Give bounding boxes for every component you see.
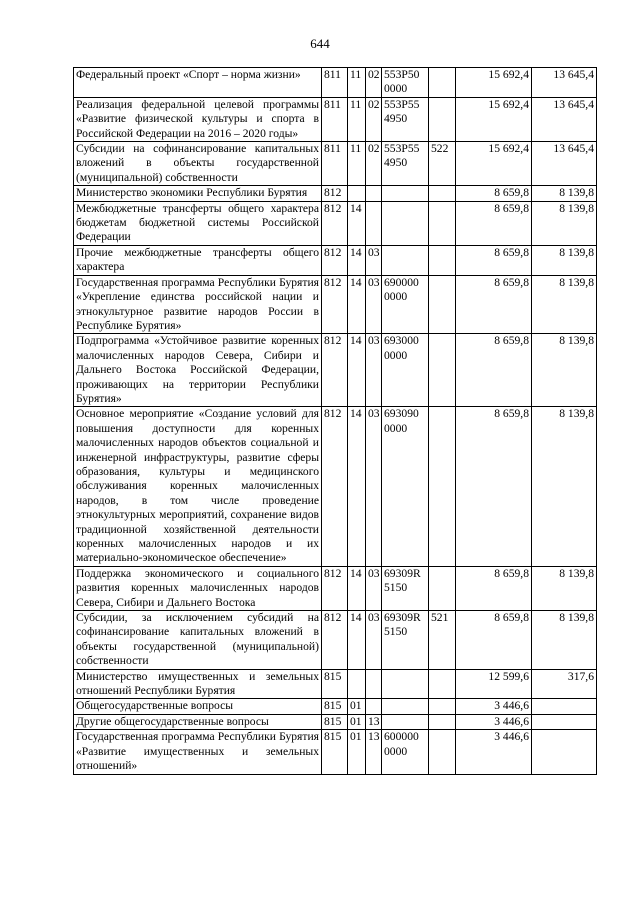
grbs-code-cell: 811 xyxy=(322,97,348,141)
subsection-code-cell: 02 xyxy=(366,68,382,98)
table-row xyxy=(74,730,597,774)
target-article-cell: 553P50 0000 xyxy=(382,68,429,98)
expense-type-cell xyxy=(429,68,456,98)
amount-year1-cell: 8 659,8 xyxy=(456,186,532,201)
expense-type-cell xyxy=(429,669,456,699)
expense-type-cell xyxy=(429,566,456,610)
amount-year1-cell: 12 599,6 xyxy=(456,669,532,699)
table-row xyxy=(74,714,597,729)
section-code-cell xyxy=(348,186,366,201)
table-row xyxy=(74,566,597,610)
expense-type-cell xyxy=(429,201,456,245)
section-code-cell: 14 xyxy=(348,245,366,275)
expense-type-cell xyxy=(429,730,456,774)
subsection-code-cell xyxy=(366,186,382,201)
amount-year2-cell: 8 139,8 xyxy=(532,334,597,407)
expense-type-cell xyxy=(429,334,456,407)
target-article-cell: 693000 0000 xyxy=(382,334,429,407)
table-row xyxy=(74,334,597,407)
row-name-cell: Основное мероприятие «Создание условий для повышения доступности для коренных малочисленных народов объектов социальной и инженерной инфраструктуры, развитие сферы образования, культуры и медицинского обслуживания коренных малочисленных народов, в том числе проведение этнокультурных мероприятий, сохранение видов традиционной хозяйственной деятельности коренных малочисленных народов и их материально-экономическое обеспечение» xyxy=(74,407,322,566)
row-name-cell: Прочие межбюджетные трансферты общего характера xyxy=(74,245,322,275)
table-row xyxy=(74,142,597,186)
amount-year1-cell: 3 446,6 xyxy=(456,714,532,729)
expense-type-cell xyxy=(429,714,456,729)
subsection-code-cell: 13 xyxy=(366,714,382,729)
section-code-cell: 01 xyxy=(348,699,366,714)
grbs-code-cell: 812 xyxy=(322,407,348,566)
subsection-code-cell: 02 xyxy=(366,97,382,141)
row-name-cell: Субсидии на софинансирование капитальных вложений в объекты государственной (муниципальной) собственности xyxy=(74,142,322,186)
subsection-code-cell: 02 xyxy=(366,142,382,186)
table-row xyxy=(74,97,597,141)
table-row xyxy=(74,611,597,670)
target-article-cell: 693090 0000 xyxy=(382,407,429,566)
amount-year2-cell: 317,6 xyxy=(532,669,597,699)
amount-year2-cell xyxy=(532,730,597,774)
expense-type-cell xyxy=(429,407,456,566)
subsection-code-cell: 03 xyxy=(366,566,382,610)
amount-year1-cell: 3 446,6 xyxy=(456,730,532,774)
table-row xyxy=(74,699,597,714)
expense-type-cell xyxy=(429,97,456,141)
amount-year2-cell: 8 139,8 xyxy=(532,566,597,610)
section-code-cell: 01 xyxy=(348,730,366,774)
amount-year1-cell: 3 446,6 xyxy=(456,699,532,714)
grbs-code-cell: 812 xyxy=(322,186,348,201)
target-article-cell: 553P55 4950 xyxy=(382,142,429,186)
section-code-cell: 14 xyxy=(348,334,366,407)
expense-type-cell xyxy=(429,699,456,714)
grbs-code-cell: 812 xyxy=(322,611,348,670)
table-row xyxy=(74,275,597,334)
subsection-code-cell: 03 xyxy=(366,334,382,407)
grbs-code-cell: 812 xyxy=(322,275,348,334)
grbs-code-cell: 815 xyxy=(322,730,348,774)
row-name-cell: Субсидии, за исключением субсидий на софинансирование капитальных вложений в объекты государственной (муниципальной) собственности xyxy=(74,611,322,670)
target-article-cell: 690000 0000 xyxy=(382,275,429,334)
target-article-cell xyxy=(382,201,429,245)
amount-year1-cell: 8 659,8 xyxy=(456,201,532,245)
table-row xyxy=(74,186,597,201)
section-code-cell: 14 xyxy=(348,407,366,566)
section-code-cell: 14 xyxy=(348,611,366,670)
row-name-cell: Реализация федеральной целевой программы «Развитие физической культуры и спорта в Российской Федерации на 2016 – 2020 годы» xyxy=(74,97,322,141)
amount-year2-cell: 13 645,4 xyxy=(532,68,597,98)
target-article-cell: 600000 0000 xyxy=(382,730,429,774)
amount-year2-cell: 13 645,4 xyxy=(532,142,597,186)
amount-year1-cell: 15 692,4 xyxy=(456,68,532,98)
amount-year1-cell: 8 659,8 xyxy=(456,245,532,275)
expense-type-cell xyxy=(429,186,456,201)
amount-year2-cell: 8 139,8 xyxy=(532,407,597,566)
subsection-code-cell: 03 xyxy=(366,407,382,566)
expense-type-cell xyxy=(429,245,456,275)
target-article-cell: 69309R 5150 xyxy=(382,611,429,670)
target-article-cell xyxy=(382,699,429,714)
grbs-code-cell: 812 xyxy=(322,201,348,245)
amount-year1-cell: 15 692,4 xyxy=(456,142,532,186)
table-row xyxy=(74,245,597,275)
subsection-code-cell xyxy=(366,669,382,699)
target-article-cell: 553P55 4950 xyxy=(382,97,429,141)
row-name-cell: Министерство имущественных и земельных отношений Республики Бурятия xyxy=(74,669,322,699)
table-row xyxy=(74,68,597,98)
amount-year1-cell: 8 659,8 xyxy=(456,275,532,334)
row-name-cell: Государственная программа Республики Бурятия «Укрепление единства российской нации и этнокультурное развитие народов России в Республике Бурятия» xyxy=(74,275,322,334)
page-number: 644 xyxy=(310,36,330,51)
table-row xyxy=(74,201,597,245)
expense-type-cell: 522 xyxy=(429,142,456,186)
amount-year1-cell: 8 659,8 xyxy=(456,566,532,610)
row-name-cell: Федеральный проект «Спорт – норма жизни» xyxy=(74,68,322,98)
section-code-cell: 11 xyxy=(348,68,366,98)
amount-year2-cell: 8 139,8 xyxy=(532,186,597,201)
amount-year1-cell: 8 659,8 xyxy=(456,611,532,670)
grbs-code-cell: 812 xyxy=(322,334,348,407)
subsection-code-cell: 03 xyxy=(366,275,382,334)
row-name-cell: Государственная программа Республики Бурятия «Развитие имущественных и земельных отношений» xyxy=(74,730,322,774)
row-name-cell: Другие общегосударственные вопросы xyxy=(74,714,322,729)
grbs-code-cell: 811 xyxy=(322,68,348,98)
amount-year2-cell: 13 645,4 xyxy=(532,97,597,141)
section-code-cell: 01 xyxy=(348,714,366,729)
subsection-code-cell: 03 xyxy=(366,245,382,275)
grbs-code-cell: 811 xyxy=(322,142,348,186)
grbs-code-cell: 815 xyxy=(322,699,348,714)
amount-year2-cell: 8 139,8 xyxy=(532,275,597,334)
target-article-cell xyxy=(382,714,429,729)
section-code-cell: 14 xyxy=(348,201,366,245)
table-row xyxy=(74,669,597,699)
target-article-cell: 69309R 5150 xyxy=(382,566,429,610)
subsection-code-cell: 03 xyxy=(366,611,382,670)
subsection-code-cell xyxy=(366,699,382,714)
expense-type-cell: 521 xyxy=(429,611,456,670)
row-name-cell: Поддержка экономического и социального развития коренных малочисленных народов Севера, Сибири и Дальнего Востока xyxy=(74,566,322,610)
grbs-code-cell: 815 xyxy=(322,669,348,699)
subsection-code-cell: 13 xyxy=(366,730,382,774)
table-row xyxy=(74,407,597,566)
row-name-cell: Министерство экономики Республики Бурятия xyxy=(74,186,322,201)
amount-year2-cell: 8 139,8 xyxy=(532,611,597,670)
grbs-code-cell: 812 xyxy=(322,566,348,610)
section-code-cell: 11 xyxy=(348,142,366,186)
section-code-cell xyxy=(348,669,366,699)
target-article-cell xyxy=(382,245,429,275)
section-code-cell: 14 xyxy=(348,275,366,334)
amount-year1-cell: 8 659,8 xyxy=(456,334,532,407)
grbs-code-cell: 812 xyxy=(322,245,348,275)
amount-year1-cell: 8 659,8 xyxy=(456,407,532,566)
amount-year2-cell: 8 139,8 xyxy=(532,245,597,275)
amount-year2-cell xyxy=(532,699,597,714)
subsection-code-cell xyxy=(366,201,382,245)
amount-year2-cell xyxy=(532,714,597,729)
expense-type-cell xyxy=(429,275,456,334)
section-code-cell: 11 xyxy=(348,97,366,141)
amount-year2-cell: 8 139,8 xyxy=(532,201,597,245)
budget-table xyxy=(73,67,597,775)
amount-year1-cell: 15 692,4 xyxy=(456,97,532,141)
row-name-cell: Межбюджетные трансферты общего характера бюджетам бюджетной системы Российской Федерации xyxy=(74,201,322,245)
row-name-cell: Подпрограмма «Устойчивое развитие коренных малочисленных народов Севера, Сибири и Дальнего Востока Российской Федерации, проживающих на территории Республики Бурятия» xyxy=(74,334,322,407)
row-name-cell: Общегосударственные вопросы xyxy=(74,699,322,714)
section-code-cell: 14 xyxy=(348,566,366,610)
target-article-cell xyxy=(382,669,429,699)
target-article-cell xyxy=(382,186,429,201)
grbs-code-cell: 815 xyxy=(322,714,348,729)
